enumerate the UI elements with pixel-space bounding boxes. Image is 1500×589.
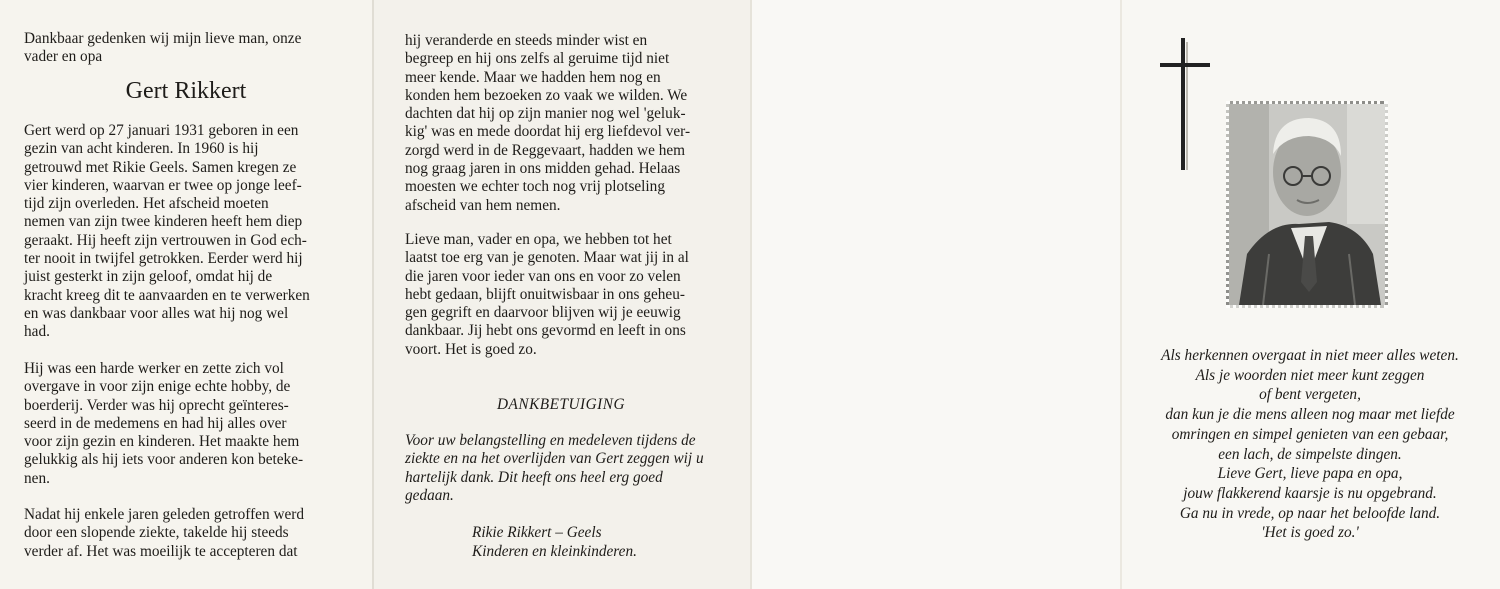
thanks-heading: DANKBETUIGING — [496, 396, 626, 413]
thanks-text: Voor uw belangstelling en medeleven tijdens de ziekte en na het overlijden van Gert zeggen wij u hartelijk dank. Dit heeft ons heel erg goed gedaan. — [405, 432, 704, 504]
card-panel-3-blank — [750, 0, 1120, 589]
portrait-illustration — [1229, 104, 1385, 305]
biography-paragraph-1: Gert werd op 27 januari 1931 geboren in een gezin van acht kinderen. In 1960 is hij getrouwd met Rikie Geels. Samen kregen ze vier kinderen, waarvan er twee op jonge leef- tijd zijn overleden. Het afscheid moeten nemen van zijn twee kinderen heeft hem diep geraakt. Hij heeft zijn vertrouwen in God ech- ter nooit in twijfel getrokken. Eerder werd hij juist gesterkt in zijn geloof, omdat hij de kracht kreeg dit te aanvaarden en te verwerken en was dankbaar voor alles wat hij nog wel had. — [24, 122, 310, 341]
deceased-name: Gert Rikkert — [125, 78, 247, 104]
biography-paragraph-3: Nadat hij enkele jaren geleden getroffen werd door een slopende ziekte, takelde hij steeds verder af. Het was moeilijk te accepteren dat — [24, 506, 305, 560]
card-panel-2 — [372, 0, 750, 589]
biography-paragraph-4: hij veranderde en steeds minder wist en begreep en hij ons zelfs al geruime tijd niet meer kende. Maar we hadden hem nog en konden hem bezoeken zo vaak we wilden. We dachten dat hij op zijn manier nog wel 'geluk- kig' was en mede doordat hij erg liefdevol ver- zorgd werd in de Reggevaart, hadden we hem nog graag jaren in ons midden gehad. Helaas moesten we echter toch nog vrij plotseling afscheid van hem nemen. — [405, 32, 691, 214]
biography-paragraph-5: Lieve man, vader en opa, we hebben tot het laatst toe erg van je genoten. Maar wat jij in al die jaren voor ieder van ons en voor zo velen hebt gedaan, blijft onuitwisbaar in ons geheu- gen gegrift en daarvoor blijven wij je eeuwig dankbaar. Jij hebt ons gevormd en leeft in ons voort. Het is goed zo. — [405, 231, 689, 358]
card-panel-1 — [0, 0, 372, 589]
memorial-poem: Als herkennen overgaat in niet meer alles weten. Als je woorden niet meer kunt zeggen of bent vergeten, dan kun je die mens alleen nog maar met liefde omringen en simpel genieten van een gebaar, een lach, de simpelste dingen. Lieve Gert, lieve papa en opa, jouw flakkerend kaarsje is nu opgebrand. Ga nu in vrede, op naar het beloofde land. 'Het is goed zo.' — [1161, 347, 1459, 542]
fold-line — [372, 0, 374, 589]
portrait-photo — [1226, 101, 1388, 308]
biography-paragraph-2: Hij was een harde werker en zette zich vol overgave in voor zijn enige echte hobby, de boerderij. Verder was hij oprecht geïnteres- seerd in de medemens en had hij alles over voor zijn gezin en kinderen. Het maakte hem gelukkig als hij iets voor anderen kon beteke- nen. — [24, 360, 304, 487]
intro-text: Dankbaar gedenken wij mijn lieve man, onze vader en opa — [24, 30, 302, 66]
fold-line — [750, 0, 752, 589]
signature: Rikie Rikkert – Geels Kinderen en kleinkinderen. — [472, 524, 637, 560]
